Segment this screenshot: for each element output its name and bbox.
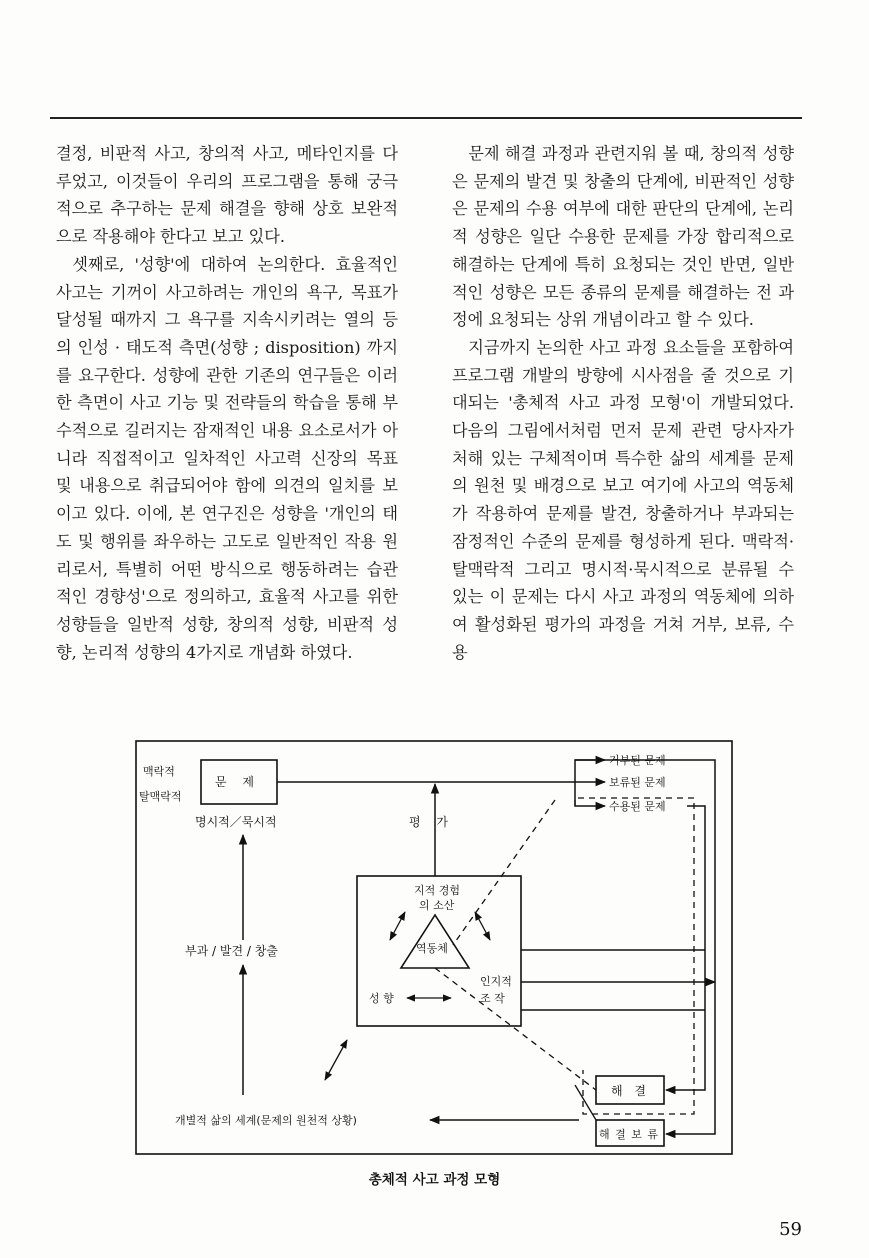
branch-rejected [575,760,605,782]
header-rule [50,117,802,119]
solution-label: 해 결 [611,1084,650,1098]
solid-diagonal-lower [575,1085,596,1120]
branch-accepted [575,782,605,806]
right-paragraph-2: 지금까지 논의한 사고 과정 요소들을 포함하여 프로그램 개발의 방향에 시사점을 줄 것으로 기대되는 '총체적 사고 과정 모형'이 개발되었다. 다음의 그림에서처럼 먼저 문제 관련 당사자가 처해 있는 구체적이며 특수한 삶의 세계를 문제의 원천 및 배경으로 보고 여기에 사고의 역동체가 작용하여 문제를 발견, 창출하거나 부과되는 잠정적인 수준의 문제를 형성하게 된다. 맥락적·탈맥락적 그리고 명시적·묵시적으로 분류될 수 있는 이 문제는 다시 사고 과정의 역동체에 의하여 활성화된 평가의 과정을 거쳐 거부, 보류, 수용 [452,337,794,662]
right-column [452,140,794,666]
solution-hold-label: 해 결 보 류 [599,1128,659,1141]
dashed-loop-accepted [575,798,694,1114]
right-paragraph-1: 문제 해결 과정과 관련지워 볼 때, 창의적 성향은 문제의 발견 및 창출의 단계에, 비판적인 성향은 문제의 수용 여부에 대한 판단의 단계에, 논리적 성향은 일단 수용한 문제를 가장 합리적으로 해결하는 단계에 특히 요청되는 것인 반면, 일반적인 성향은 모든 종류의 문제를 해결하는 전 과정에 요청되는 상위 개념이라고 할 수 있다. [452,144,794,330]
figure-caption: 총체적 사고 과정 모형 [368,1172,501,1188]
dynamic-double-arrow-a [390,912,405,940]
thinking-process-diagram [135,740,733,1160]
decontext-label: 탈맥락적 [139,790,182,803]
left-column [56,140,398,666]
evaluation-label: 평 가 [409,815,454,829]
dynamic-double-arrow-b [475,912,490,940]
explicit-implicit-label: 명시적／묵시적 [195,815,277,829]
accepted-problem: 수용된 문제 [609,800,666,813]
rejected-problem: 거부된 문제 [609,754,666,767]
life-world-label: 개별적 삶의 세계(문제의 원천적 상황) [175,1114,357,1127]
left-paragraph-1: 결정, 비판적 사고, 창의적 사고, 메타인지를 다루었고, 이것들이 우리의 프로그램을 통해 궁극적으로 추구하는 문제 해결을 향해 상호 보완적으로 작용해야 한다고 보고 있다. [56,144,398,247]
cognitive-label-1: 인지적 [480,975,512,988]
dashed-diagonal-upper [453,800,555,945]
knowledge-label-1: 지적 경험 [414,884,461,897]
left-paragraph-2: 셋째로, '성향'에 대하여 논의한다. 효율적인 사고는 기꺼이 사고하려는 개인의 욕구, 목표가 달성될 때까지 그 욕구를 지속시키려는 열의 등의 인성 · 태도적 측면(성향 ; disposition) 까지를 요구한다. 성향에 관한 기존의 연구들은 이러한 측면이 사고 기능 및 전략들의 학습을 통해 부수적으로 길러지는 잠재적인 내용 요소로서가 아니라 직접적이고 일차적인 사고력 신장의 목표 및 내용으로 취급되어야 함에 의견의 일치를 보이고 있다. 이에, 본 연구진은 성향을 '개인의 태도 및 행위를 좌우하는 고도로 일반적인 작용 원리로서, 특별히 어떤 방식으로 행동하려는 습관적인 경향성'으로 정의하고, 효율적 사고를 위한 성향들을 일반적 성향, 창의적 성향, 비판적 성향, 논리적 성향의 4가지로 개념화 하였다. [56,254,398,662]
dynamic-label: 역동체 [416,942,448,955]
knowledge-label-2: 의 소산 [419,899,455,912]
pending-problem: 보류된 문제 [609,776,666,789]
page-number: 59 [779,1219,802,1240]
accepted-to-solution-line [666,806,705,1090]
dashed-diagonal-lower [435,968,596,1090]
problem-box-label: 문 제 [215,775,260,789]
impose-discover-create: 부과 / 발견 / 창출 [185,944,278,958]
cognitive-label-2: 조 작 [480,992,505,1005]
disposition-label: 성 향 [369,992,394,1005]
lower-double-arrow [325,1040,347,1080]
context-label: 맥락적 [143,765,175,778]
